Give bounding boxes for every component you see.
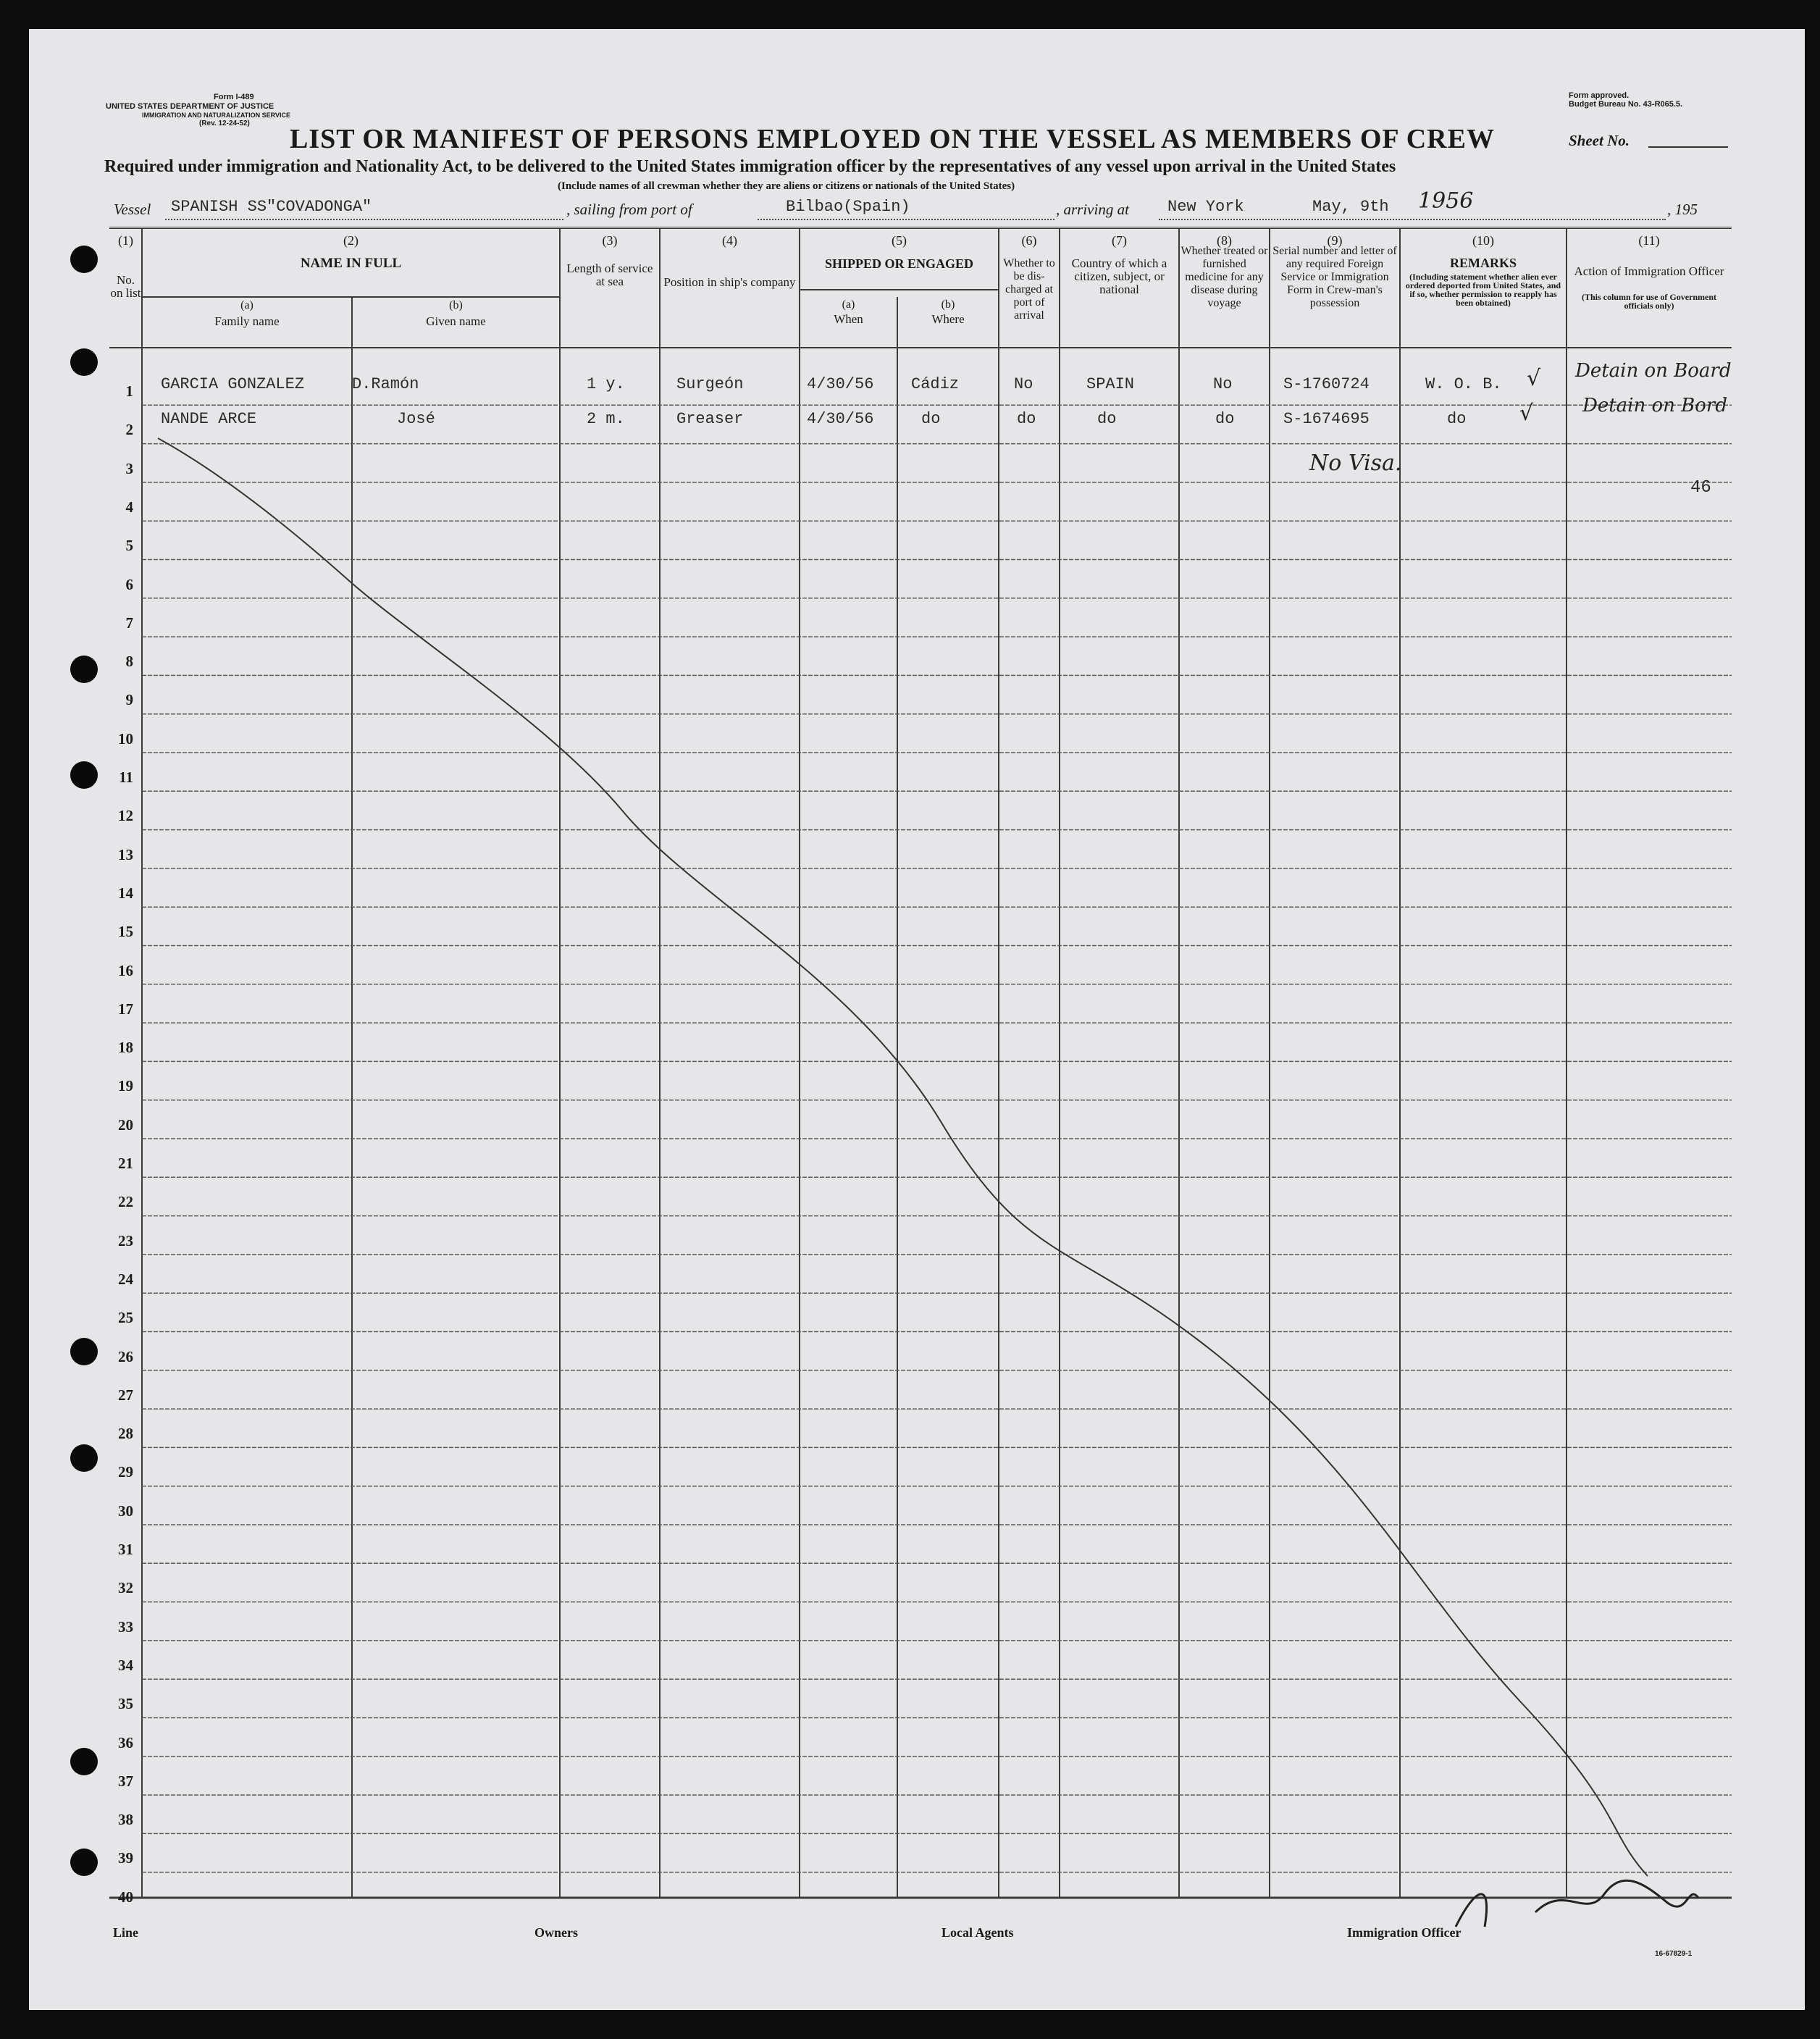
row-number: 25 xyxy=(118,1309,133,1327)
arrival-date: May, 9th xyxy=(1312,198,1389,216)
row-number: 33 xyxy=(118,1617,133,1636)
row-number: 22 xyxy=(118,1193,133,1211)
row-number: 9 xyxy=(125,691,133,709)
row2-length: 2 m. xyxy=(587,410,625,428)
row-number: 8 xyxy=(125,653,133,671)
arriving-label: , arriving at xyxy=(1056,201,1129,218)
col4-header: Position in ship's company xyxy=(663,275,796,289)
col7-number: (7) xyxy=(1112,233,1127,248)
col10-header: REMARKS xyxy=(1449,256,1517,270)
row-number: 27 xyxy=(118,1386,133,1404)
row-number: 12 xyxy=(118,807,133,825)
col5b-number: (b) xyxy=(941,298,955,311)
form-approved: Form approved. xyxy=(1569,91,1630,100)
row2-when: 4/30/56 xyxy=(807,410,874,428)
row2-officer-action: Detain on Bord xyxy=(1582,395,1728,416)
footer-agents-label: Local Agents xyxy=(942,1925,1014,1940)
row-number: 18 xyxy=(118,1039,133,1057)
row2-where: do xyxy=(921,410,941,428)
row1-remarks: W. O. B. xyxy=(1425,375,1502,393)
col2a-number: (a) xyxy=(240,299,253,311)
row1-serial: S-1760724 xyxy=(1283,375,1370,393)
row-number: 36 xyxy=(118,1733,133,1751)
row-number: 32 xyxy=(118,1579,133,1597)
row-number: 10 xyxy=(118,729,133,748)
row-number: 31 xyxy=(118,1541,133,1558)
port-of-sailing: Bilbao(Spain) xyxy=(786,198,910,216)
row2-given-name: José xyxy=(397,410,435,428)
form-dept: UNITED STATES DEPARTMENT OF JUSTICE xyxy=(106,102,274,111)
col5b-header: Where xyxy=(931,312,965,326)
footer-owners-label: Owners xyxy=(534,1925,578,1940)
vessel-name: SPANISH SS"COVADONGA" xyxy=(171,198,372,216)
row2-remarks: do xyxy=(1447,410,1467,428)
row-number: 30 xyxy=(118,1502,133,1520)
col2a-header: Family name xyxy=(214,314,280,328)
row-number: 1 xyxy=(125,382,133,400)
year-suffix: , 195 xyxy=(1667,201,1698,218)
row2-medicine: do xyxy=(1215,410,1235,428)
col11-subheader: (This column for use of Government officials only) xyxy=(1581,292,1717,311)
row-number: 2 xyxy=(125,421,133,439)
col1-number: (1) xyxy=(118,233,133,248)
form-service: IMMIGRATION AND NATURALIZATION SERVICE xyxy=(142,112,290,119)
page-subtitle: Required under immigration and Nationality Act, to be delivered to the United States immigration officer by the representatives of any vessel upon arrival in the United States xyxy=(104,157,1396,176)
row1-given-name: D.Ramón xyxy=(352,375,419,393)
no-visa-note: No Visa. xyxy=(1309,451,1402,476)
row-number: 26 xyxy=(118,1347,133,1365)
footer-officer-label: Immigration Officer xyxy=(1347,1925,1462,1940)
col7-header: Country of which a citizen, subject, or national xyxy=(1071,256,1167,296)
row-number: 29 xyxy=(118,1463,133,1481)
row-number: 4 xyxy=(125,498,133,516)
row1-medicine: No xyxy=(1213,375,1233,393)
row-number: 16 xyxy=(118,961,133,979)
row1-discharged: No xyxy=(1014,375,1033,393)
row-number: 20 xyxy=(118,1115,133,1134)
col2b-header: Given name xyxy=(426,314,486,328)
row2-discharged: do xyxy=(1017,410,1036,428)
row-number: 7 xyxy=(125,614,133,632)
row-number: 19 xyxy=(118,1077,133,1095)
col3-number: (3) xyxy=(602,233,618,248)
col8-number: (8) xyxy=(1217,233,1232,248)
col8-header: Whether treated or furnished medicine for any disease during voyage xyxy=(1181,245,1268,309)
col2-header: NAME IN FULL xyxy=(300,256,402,271)
row-number: 40 xyxy=(118,1888,133,1906)
col5-header: SHIPPED OR ENGAGED xyxy=(824,256,974,271)
col9-number: (9) xyxy=(1327,233,1343,248)
row1-position: Surgeón xyxy=(676,375,744,393)
arriving-port: New York xyxy=(1167,198,1244,216)
row-number: 6 xyxy=(125,575,133,593)
arrival-year-handwritten: 1956 xyxy=(1418,188,1474,214)
row-number: 23 xyxy=(118,1231,133,1249)
row2-position: Greaser xyxy=(676,410,744,428)
row-number: 35 xyxy=(118,1695,133,1713)
col4-number: (4) xyxy=(722,233,737,248)
row2-serial: S-1674695 xyxy=(1283,410,1370,428)
row1-check: √ xyxy=(1527,366,1541,391)
row1-officer-action: Detain on Board xyxy=(1575,360,1732,382)
col6-number: (6) xyxy=(1021,233,1037,248)
crew-note: (Include names of all crewman whether they are aliens or citizens or nationals of the United States) xyxy=(558,180,1015,192)
col1-header: No. on list xyxy=(110,273,141,300)
row-number: 13 xyxy=(118,845,133,863)
row1-when: 4/30/56 xyxy=(807,375,874,393)
row1-where: Cádiz xyxy=(911,375,960,393)
row-number: 37 xyxy=(118,1772,133,1790)
col10-number: (10) xyxy=(1472,233,1494,248)
col11-number: (11) xyxy=(1638,233,1660,248)
page-count-note: 46 xyxy=(1690,478,1711,498)
row2-family-name: NANDE ARCE xyxy=(161,410,257,428)
form-number: Form I-489 xyxy=(214,93,254,101)
row-number: 3 xyxy=(125,459,133,477)
print-code: 16-67829-1 xyxy=(1655,1950,1693,1958)
row-number: 39 xyxy=(118,1849,133,1867)
row-number: 38 xyxy=(118,1811,133,1829)
row-number: 24 xyxy=(118,1270,133,1288)
form-rev: (Rev. 12-24-52) xyxy=(199,120,250,127)
col6-header: Whether to be dis-charged at port of arrival xyxy=(1003,257,1055,322)
row1-length: 1 y. xyxy=(587,375,625,393)
row-number: 15 xyxy=(118,923,133,941)
col2-number: (2) xyxy=(343,233,358,248)
col9-header: Serial number and letter of any required Foreign Service or Immigration Form in Crew-man's possession xyxy=(1272,245,1397,309)
col10-subheader: (Including statement whether alien ever ordered deported from United States, and if so, whether permission to reapply has been obtained) xyxy=(1405,272,1561,308)
row-number: 5 xyxy=(125,537,133,555)
sheet-no-label: Sheet No. xyxy=(1569,132,1630,149)
col2b-number: (b) xyxy=(449,299,463,311)
col3-header: Length of service at sea xyxy=(566,261,653,288)
row-number: 28 xyxy=(118,1425,133,1443)
row1-family-name: GARCIA GONZALEZ xyxy=(161,375,305,393)
row-number: 34 xyxy=(118,1656,133,1674)
col11-header: Action of Immigration Officer xyxy=(1574,264,1724,278)
col5a-header: When xyxy=(834,312,863,326)
col5a-number: (a) xyxy=(842,298,855,311)
footer-line-label: Line xyxy=(113,1925,139,1940)
vessel-label: Vessel xyxy=(114,201,151,218)
row2-check: √ xyxy=(1519,401,1534,426)
page-title: LIST OR MANIFEST OF PERSONS EMPLOYED ON THE VESSEL AS MEMBERS OF CREW xyxy=(290,124,1495,154)
row-number: 11 xyxy=(119,769,133,786)
row-number: 14 xyxy=(118,884,133,902)
row-number: 17 xyxy=(118,1000,133,1018)
col5-number: (5) xyxy=(892,233,907,248)
sailing-label: , sailing from port of xyxy=(566,201,692,218)
row-number: 21 xyxy=(118,1155,133,1172)
budget-bureau: Budget Bureau No. 43-R065.5. xyxy=(1569,100,1683,109)
row1-country: SPAIN xyxy=(1086,375,1135,393)
row2-country: do xyxy=(1097,410,1117,428)
